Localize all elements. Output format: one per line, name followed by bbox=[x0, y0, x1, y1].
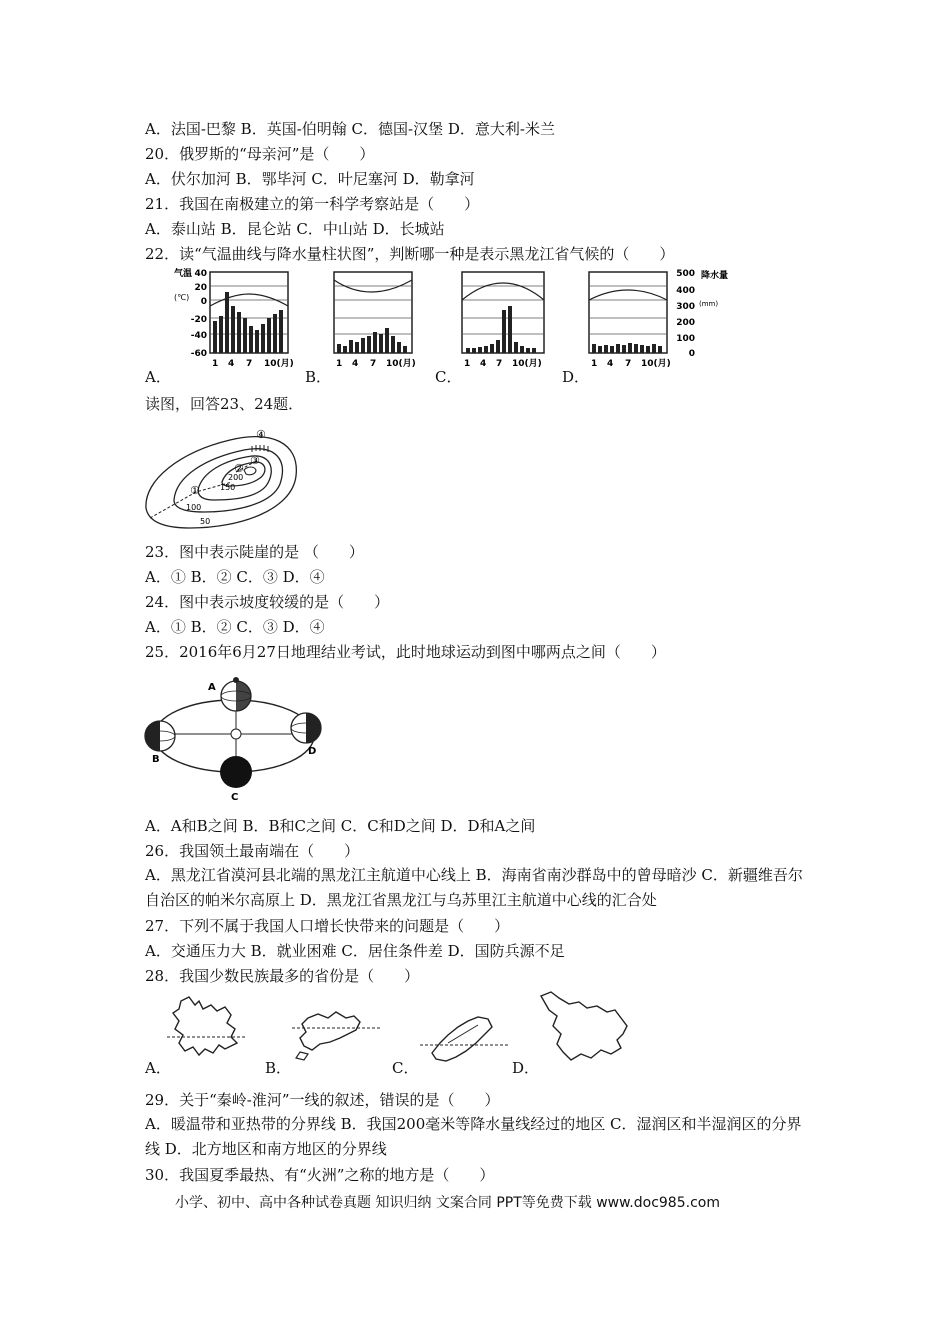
q24-options: A．① B．② C．③ D．④ bbox=[145, 618, 325, 636]
temp-tick: 20 bbox=[194, 283, 207, 293]
question-22: 22．读“气温曲线与降水量柱状图”，判断哪一种是表示黑龙江省气候的（ ） bbox=[145, 245, 675, 263]
contour-label-100: 100 bbox=[186, 503, 202, 512]
month-tick: 4 bbox=[480, 359, 487, 369]
page-footer: 小学、初中、高中各种试卷真题 知识归纳 文案合同 PPT等免费下载 www.doc985.com bbox=[175, 1195, 720, 1211]
orbit-point-b: B bbox=[152, 754, 160, 765]
temp-tick: 40 bbox=[194, 269, 207, 279]
precip-axis-unit: (mm) bbox=[699, 300, 719, 308]
precip-tick: 100 bbox=[676, 334, 695, 344]
q26-options: A．黑龙江省漠河县北端的黑龙江主航道中心线上 B．海南省南沙群岛中的曾母暗沙 C．新疆维吾尔自治区的帕米尔高原上 D．黑龙江省黑龙江与乌苏里江主航道中心线的汇合处 bbox=[145, 866, 803, 909]
question-21: 21．我国在南极建立的第一科学考察站是（ ） bbox=[145, 195, 480, 213]
q20-options: A．伏尔加河 B．鄂毕河 C．叶尼塞河 D．勒拿河 bbox=[145, 170, 475, 188]
contour-label-150: 150 bbox=[220, 483, 236, 492]
question-29: 29．关于“秦岭-淮河”一线的叙述，错误的是（ ） bbox=[145, 1091, 500, 1109]
orbit-point-c: C bbox=[231, 792, 239, 803]
temp-tick: -60 bbox=[190, 349, 207, 359]
month-tick: 10(月) bbox=[264, 359, 294, 369]
precip-tick: 400 bbox=[676, 286, 695, 296]
climate-chart-b bbox=[330, 266, 420, 374]
marker-2: ② bbox=[234, 462, 244, 475]
precip-axis-label: 降水量 bbox=[701, 271, 729, 281]
precip-tick: 500 bbox=[676, 269, 695, 279]
province-map-a bbox=[165, 993, 250, 1065]
question-20: 20．俄罗斯的“母亲河”是（ ） bbox=[145, 145, 375, 163]
temp-tick: -40 bbox=[190, 331, 207, 341]
q27-options: A．交通压力大 B．就业困难 C．居住条件差 D．国防兵源不足 bbox=[145, 942, 565, 960]
temp-axis-label: 气温 bbox=[174, 269, 193, 279]
month-tick: 4 bbox=[607, 359, 614, 369]
month-tick: 7 bbox=[370, 359, 377, 369]
province-option-a: A． bbox=[145, 1059, 171, 1077]
month-tick: 4 bbox=[352, 359, 359, 369]
month-tick: 10(月) bbox=[512, 359, 542, 369]
precip-tick: 300 bbox=[676, 302, 695, 312]
month-tick: 1 bbox=[464, 359, 471, 369]
month-tick: 10(月) bbox=[641, 359, 671, 369]
province-map-c bbox=[418, 1013, 513, 1065]
question-25: 25．2016年6月27日地理结业考试，此时地球运动到图中哪两点之间（ ） bbox=[145, 643, 666, 661]
orbit-point-d: D bbox=[308, 746, 317, 757]
temp-tick: 0 bbox=[200, 297, 207, 307]
marker-1: ① bbox=[190, 484, 200, 497]
orbit-point-a: A bbox=[208, 682, 216, 693]
month-tick: 1 bbox=[212, 359, 219, 369]
marker-3: ③ bbox=[250, 454, 260, 467]
q29-options: A．暖温带和亚热带的分界线 B．我国200毫米等降水量线经过的地区 C．湿润区和半湿润区的分界线 D．北方地区和南方地区的分界线 bbox=[145, 1115, 802, 1158]
climate-option-d: D． bbox=[562, 368, 590, 386]
question-26: 26．我国领土最南端在（ ） bbox=[145, 842, 360, 860]
province-option-c: C． bbox=[392, 1059, 419, 1077]
province-option-b: B． bbox=[265, 1059, 292, 1077]
contour-label-200: 200 bbox=[228, 473, 244, 482]
q25-options: A．A和B之间 B．B和C之间 C．C和D之间 D．D和A之间 bbox=[145, 817, 536, 835]
climate-option-a: A． bbox=[145, 368, 171, 386]
q21-options: A．泰山站 B．昆仑站 C．中山站 D．长城站 bbox=[145, 220, 445, 238]
province-option-d: D． bbox=[512, 1059, 540, 1077]
month-tick: 1 bbox=[336, 359, 343, 369]
temp-tick: -20 bbox=[190, 315, 207, 325]
climate-chart-c bbox=[458, 266, 558, 374]
month-tick: 4 bbox=[228, 359, 235, 369]
question-28: 28．我国少数民族最多的省份是（ ） bbox=[145, 967, 420, 985]
climate-option-b: B． bbox=[305, 368, 332, 386]
q23-options: A．① B．② C．③ D．④ bbox=[145, 568, 325, 586]
temp-axis-unit: (℃) bbox=[174, 293, 190, 302]
read-figure-instruction: 读图，回答23、24题． bbox=[145, 395, 304, 413]
question-24: 24．图中表示坡度较缓的是（ ） bbox=[145, 593, 390, 611]
question-27: 27．下列不属于我国人口增长快带来的问题是（ ） bbox=[145, 917, 510, 935]
province-map-d bbox=[535, 988, 635, 1068]
question-30: 30．我国夏季最热、有“火洲”之称的地方是（ ） bbox=[145, 1166, 495, 1184]
precip-tick: 0 bbox=[688, 349, 695, 359]
contour-label-50: 50 bbox=[200, 517, 211, 526]
marker-4: ④ bbox=[256, 428, 266, 441]
month-tick: 10(月) bbox=[386, 359, 416, 369]
earth-orbit-diagram bbox=[138, 668, 328, 804]
month-tick: 7 bbox=[246, 359, 253, 369]
precip-tick: 200 bbox=[676, 318, 695, 328]
climate-option-c: C． bbox=[435, 368, 462, 386]
month-tick: 7 bbox=[625, 359, 632, 369]
contour-map bbox=[140, 420, 310, 535]
month-tick: 7 bbox=[496, 359, 503, 369]
q19-options: A．法国-巴黎 B．英国-伯明翰 C．德国-汉堡 D．意大利-米兰 bbox=[145, 120, 555, 138]
province-map-b bbox=[290, 1008, 382, 1063]
climate-chart-d bbox=[585, 266, 735, 374]
climate-chart-a bbox=[172, 266, 302, 374]
question-23: 23．图中表示陡崖的是 （ ） bbox=[145, 543, 364, 561]
month-tick: 1 bbox=[591, 359, 598, 369]
